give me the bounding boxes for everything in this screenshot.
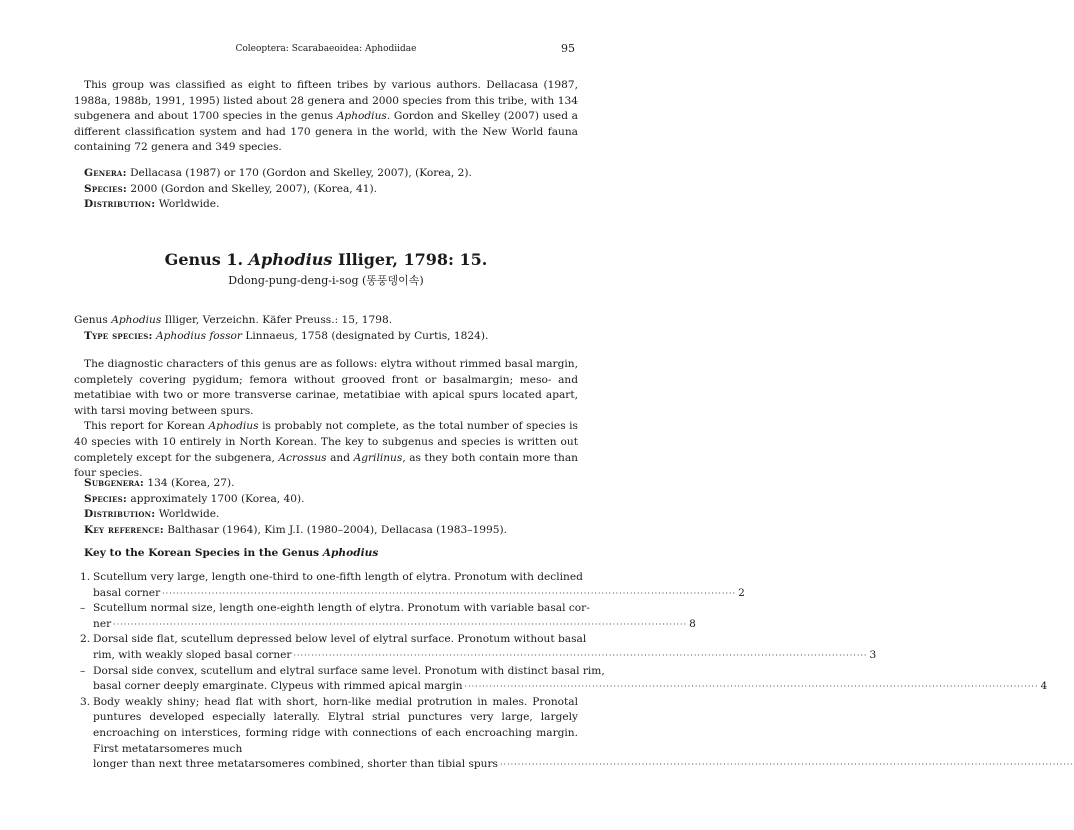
diagnosis-section [74,357,578,482]
report-text-b: is probably not complete, as the total number of species is 40 species with 10 entirely in North Korean. The key to subgenus and species is written out completely except for the subgenera, [74,420,578,464]
fact-label: Species: [84,182,127,195]
fact-value: 2000 (Gordon and Skelley, 2007), (Korea, 41). [130,182,378,195]
leader-line [93,586,745,602]
genus-citation-block [74,313,578,344]
couplet-number: – [80,602,86,615]
genus-title-author: Illiger, 1798: 15. [332,250,488,269]
fact-label: Genera: [84,167,127,179]
fact-label: Species: [84,492,127,505]
report-text-c: and [326,451,354,464]
fact-label: Distribution: [84,198,156,211]
couplet-text: Scutellum normal size, length one-eighth length of elytra. Pronotum with variable basal cor- [93,602,590,615]
couplet-text-end: ner [93,617,112,630]
leader-dots [294,648,868,664]
report-subgenus-1: Acrossus [278,451,327,464]
key-heading-genus: Aphodius [322,547,379,559]
report-text-d: , as they both contain more than four species. [74,451,579,480]
citation-source: Illiger, Verzeichn. Käfer Preuss.: 15, 1798. [161,314,393,326]
fact-label: Distribution: [84,508,156,521]
couplet-number: 3. [80,695,91,708]
type-species-author: Linnaeus, 1758 (designated by Curtis, 1824). [242,329,489,342]
genus-title-prefix: Genus 1. [164,250,249,269]
intro-text-a: This group was classified as eight to fifteen tribes by various authors. Dellacasa (1987, 1988a, 1988b, 1991, 1995) listed about 28 genera and 2000 species from this tribe, with 134 subgenera and about 1700 species in the genus [74,79,578,123]
tribe-facts [74,166,578,213]
citation-prefix: Genus [74,314,112,326]
type-species-name: Aphodius fossor [155,329,242,342]
fact-label: Subgenera: [84,477,145,489]
genus-fact-species [74,492,578,508]
genus-fact-distribution [74,507,578,523]
key-couplet-2a [80,632,877,663]
leader-dots [113,617,687,633]
genus-fact-subgenera [74,476,578,492]
couplet-number: – [80,664,86,677]
leader-dots [465,679,1039,695]
couplet-text-end: rim, with weakly sloped basal corner [93,648,292,661]
couplet-text-end: basal corner deeply emarginate. Clypeus with rimmed apical margin [93,680,463,693]
citation-genus: Aphodius [111,314,162,326]
couplet-number: 2. [80,633,91,646]
genus-fact-key-reference [74,523,578,539]
fact-value: Worldwide. [158,198,220,211]
type-species [74,329,578,345]
intro-text-b: . Gordon and Skelley (2007) used a different classification system and had 170 genera in the world, with the New World fauna containing 72 genera and 349 species. [74,110,578,154]
key-heading [74,546,578,562]
type-species-label: Type species: [84,329,153,342]
leader-line [93,757,577,773]
couplet-goto: 4 [1040,680,1048,693]
couplet-text-end: longer than next three metatarsomeres combined, shorter than tibial spurs [93,758,498,771]
fact-value: Dellacasa (1987) or 170 (Gordon and Skelley, 2007), (Korea, 2). [130,167,472,179]
couplet-text: Body weakly shiny; head flat with short, horn-like medial protrution in males. Pronotal puntures developed especially laterally. Elytral strial punctures very large, largely encroaching on interstices, forming ridge with connections of each encroaching margin. First metatarsomeres much [93,695,578,755]
fact-value: approximately 1700 (Korea, 40). [130,492,305,505]
couplet-text-end: basal corner [93,586,161,599]
genus-title-name: Aphodius [248,250,333,269]
key-couplet-2b [80,664,1048,695]
fact-value: Worldwide. [158,508,220,521]
tribe-fact-species [74,182,578,198]
key-couplet-1a [80,570,745,601]
leader-line [93,617,696,633]
couplet-text: Scutellum very large, length one-third to one-fifth length of elytra. Pronotum with declined [93,571,583,583]
key-couplet-1b [80,601,696,632]
tribe-fact-genera [74,166,578,182]
key-heading-text: Key to the Korean Species in the Genus [84,547,323,559]
couplet-text: Dorsal side convex, scutellum and elytral surface same level. Pronotum with distinct basal rim, [93,664,605,677]
report-text-a: This report for Korean [84,420,209,433]
leader-line [93,679,1048,695]
genus-facts [74,476,578,538]
species-key [80,570,1048,773]
genus-title [0,250,652,269]
leader-dots [500,757,1074,773]
leader-dots [162,586,736,602]
report-genus: Aphodius [208,420,259,433]
fact-value: Balthasar (1964), Kim J.I. (1980–2004), Dellacasa (1983–1995). [167,523,507,536]
report-subgenus-2: Agrilinus [353,451,403,464]
genus-korean-name: Ddong-pung-deng-i-sog (똥풍뎅이속) [228,274,424,287]
couplet-text: Dorsal side flat, scutellum depressed below level of elytral surface. Pronotum without basal [93,633,587,646]
fact-value: 134 (Korea, 27). [147,477,235,489]
intro-genus-name: Aphodius [336,110,387,123]
tribe-fact-distribution [74,197,578,213]
leader-line [93,648,877,664]
key-heading-block [74,546,578,562]
genus-citation [74,313,578,329]
couplet-goto: 8 [689,617,696,630]
fact-label: Key reference: [84,523,164,536]
couplet-goto: 2 [738,586,745,599]
page-number: 95 [561,42,575,55]
intro-paragraph [74,78,578,156]
diagnosis-paragraph: The diagnostic characters of this genus are as follows: elytra without rimmed basal margin, completely covering pygidum; femora without grooved front or basalmargin; meso- and metatibiae with two or more transverse carinae, metatibiae with apical spurs located apart, with tarsi moving between spurs. [74,358,578,417]
intro-section [74,78,578,156]
running-head: Coleoptera: Scarabaeoidea: Aphodiidae [235,44,417,54]
couplet-number: 1. [80,571,91,583]
couplet-goto: 3 [869,648,877,661]
key-couplet-3a [80,695,578,773]
report-paragraph [74,419,578,481]
